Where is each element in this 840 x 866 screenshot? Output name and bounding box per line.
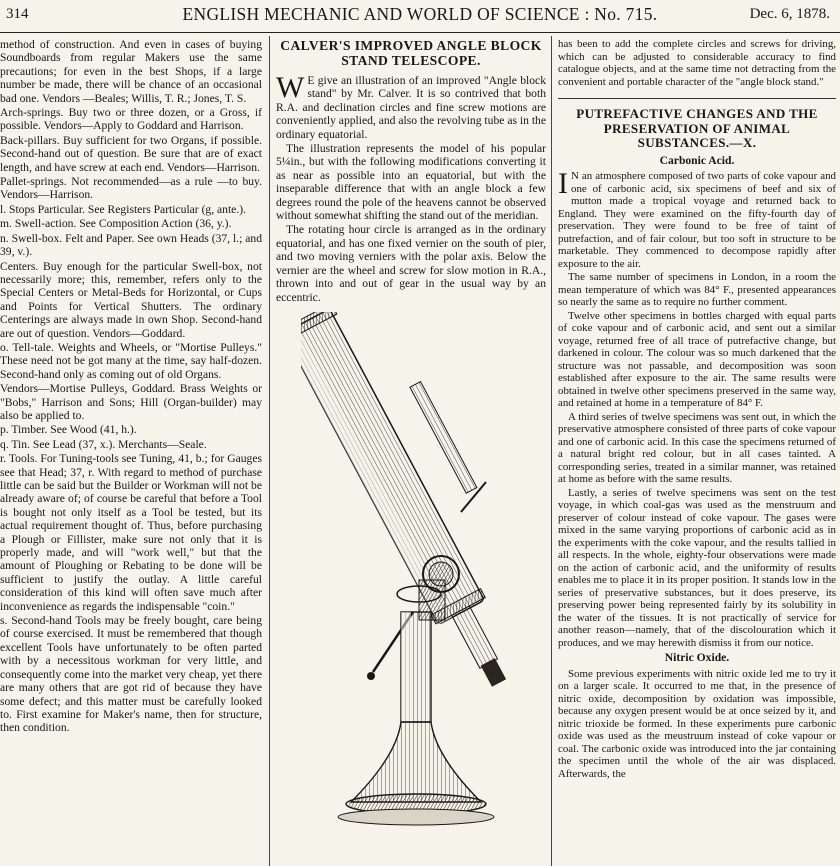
column-left [0, 38, 262, 866]
paragraph: l. Stops Particular. See Registers Particular (g, ante.). [0, 202, 246, 216]
paragraph: The rotating hour circle is arranged as in the ordinary equatorial, and has one fixed vernier on the south of pier, and two moving verniers with the polar axis. Below the vernier are the wheel and screw for slow motion in R.A., thrown into and out of gear in the usual way by an eccentric. [276, 223, 546, 304]
drop-cap: W [276, 71, 305, 104]
drop-cap: I [558, 167, 568, 200]
paragraph: Vendors—Mortise Pulleys, Goddard. Brass Weights or "Bobs," Harrison and Sons; Hill (Organ-builder) may also be applied to. [0, 382, 262, 422]
paragraph [558, 167, 836, 270]
paragraph: o. Tell-tale. Weights and Wheels, or "Mortise Pulleys." These need not be got many at the time, say half-dozen. Second-hand only as coming out of old Organs. [0, 340, 262, 381]
issue-date: Dec. 6, 1878. [749, 6, 830, 22]
article-title: CALVER'S IMPROVED ANGLE BLOCK STAND TELESCOPE. [280, 38, 542, 68]
section-heading: Carbonic Acid. [659, 153, 735, 167]
page-number: 314 [6, 6, 29, 22]
paragraph: Twelve other specimens in bottles charged with equal parts of coke vapour and of carbonic acid, and sent out a similar voyage, returned free of all trace of putrefactive change, but darkened in colour. The colour was so much darkened that the structure was not passable, and decomposition was soon established after exposure to the air. The same results were obtained in twelve other specimens preserved in the same way, and retained at home in a temperature of 84° F. [558, 309, 836, 409]
paragraph: m. Swell-action. See Composition Action (36, y.). [0, 217, 232, 231]
column-right [558, 38, 836, 866]
paragraph-text: E give an illustration of an improved "Angle block stand" by Mr. Calver. It is so contrived that both R.A. and declination circles and fine screw motions are conveniently applied, and also the revolving tube as in the ordinary equatorial. [276, 74, 546, 141]
paragraph: n. Swell-box. Felt and Paper. See own Heads (37, l.; and 39, v.). [0, 231, 262, 259]
paragraph: method of construction. And even in cases of buying Soundboards from regular Makers use the same precautions; for even in the best Shops, if a large number be made, there will be chance of an occasional bad one. Vendors —Beales; Willis, T. R.; Jones, T. S. [0, 38, 262, 105]
column-rule [551, 36, 552, 866]
paragraph: Back-pillars. Buy sufficient for two Organs, if possible. Second-hand out of question. Be sure that are of exact length, and have screw at each end. Vendors—Harrison. [0, 133, 262, 174]
paragraph: Centers. Buy enough for the particular Swell-box, not necessarily more; this, remember, refers only to the Special Centers or Metal-Beds for Horizontal, or Cups and Points for Vertical Shutters. The ordinary Centerings are always made in own Shop. Second-hand are out of question. Vendors—Goddard. [0, 259, 262, 340]
paragraph: s. Second-hand Tools may be freely bought, care being of course exercised. It must be remembered that though excellent Tools have unfortunately to be often parted with by a necessitous workman for very little, and consequently come into the market very cheap, yet there are many others that are got rid of because they have some defect; and this matter must be carefully looked to. First examine for Maker's name, then for structure, then condition. [0, 614, 262, 735]
telescope-illustration [301, 312, 521, 832]
paragraph: The same number of specimens in London, in a room the mean temperature of which was 84° F., presented appearances so nearly the same as to require no further comment. [558, 271, 836, 308]
paragraph: has been to add the complete circles and screws for driving, which can be adjusted to considerable accuracy to find catalogue objects, and at the same time not detracting from the convenient and portable character of the "angle block stand." [558, 38, 836, 88]
article-title: PUTREFACTIVE CHANGES AND THE PRESERVATION OF ANIMAL SUBSTANCES.—X. [558, 98, 836, 151]
page-header [0, 0, 840, 33]
running-title: ENGLISH MECHANIC AND WORLD OF SCIENCE : No. 715. [182, 4, 658, 24]
paragraph: q. Tin. See Lead (37, x.). Merchants—Seale. [0, 437, 207, 451]
section-heading: Nitric Oxide. [664, 651, 730, 664]
paragraph: A third series of twelve specimens was sent out, in which the preservative atmosphere consisted of three parts of coke vapour and one of carbonic acid. In this case the specimens returned of a natural bright red colour, but in all cases tainted. A corresponding series, treated in a similar manner, was retained at home as before with the same results. [558, 410, 836, 485]
telescope-engraving [301, 312, 521, 832]
column-rule [269, 36, 270, 866]
paragraph: Lastly, a series of twelve specimens was sent on the test voyage, in which coal-gas was used as the menstruum and preserver of colour instead of coke vapour. The gases were mixed in the same varying proportions of carbonic acid as in the experiments with the coke vapour, and the results tallied in all respects. In the whole, eighty-four observations were made on the action of carbonic acid, and the uniformity of results enables me to place it in its proper position. It stands low in the series of preservative substances, but it does preserve, its preserving power being represented fairly by its solubility in the water of the tissues. It is not practically of service for another reason—namely, that of the discolouration which it produces, and we may herewith dismiss it from our notice. [558, 486, 836, 649]
paragraph: p. Timber. See Wood (41, h.). [0, 423, 137, 437]
paragraph: Arch-springs. Buy two or three dozen, or a Gross, if possible. Vendors—Apply to Goddard and Harrison. [0, 106, 262, 133]
paragraph: Pallet-springs. Not recommended—as a rule —to buy. Vendors—Harrison. [0, 175, 262, 202]
paragraph: Some previous experiments with nitric oxide led me to try it on a larger scale. It occurred to me that, in the presence of nitric oxide, decomposition by oxidation was impossible, because any oxygen present would be at once seized by it, and nitric trioxide be formed. In these experiments pure carbonic oxide was used as the meustruum instead of coke vapour or coal. The carbonic oxide was introduced into the jar containing the specimen until the whole of the air was displaced. Afterwards, the [558, 667, 836, 780]
column-middle [276, 38, 546, 866]
paragraph: The illustration represents the model of his popular 5¼in., but with the following modifications converting it as near as possible into an equatorial, but with the inseparable difference that with an angle block a few degrees round the pole of the heavens cannot be observed without somewhat shifting the stand out of the meridian. [276, 142, 546, 223]
paragraph: r. Tools. For Tuning-tools see Tuning, 41, b.; for Gauges see that Head; 37, r. With regard to method of purchase little can be said but the Builder or Workman will not be already aware of; of course be careful that before a Tool is bought not only itself as a Tool be tested, but its actual requirement thought of. Thus, before purchasing a Plough or Fillister, make sure not only that it is properly made, and will "work well," but that the amount of Ploughing or Rebating to be done will be sufficient to justify the outlay. A little careful consideration of this kind will often save much after inconvenience as regards the indispensable "coin." [0, 452, 262, 613]
paragraph-text: N an atmosphere composed of two parts of coke vapour and one of carbonic acid, six specimens of beef and six of mutton made a tropical voyage and returned back to England. They were examined on the fifty-fourth day of preservation. They were found to be free of taint of putrefaction, and of fair colour, but too soft in structure to be marketable. They commenced to decompose rapidly after exposure to the air. [558, 170, 836, 270]
paragraph [276, 71, 546, 141]
